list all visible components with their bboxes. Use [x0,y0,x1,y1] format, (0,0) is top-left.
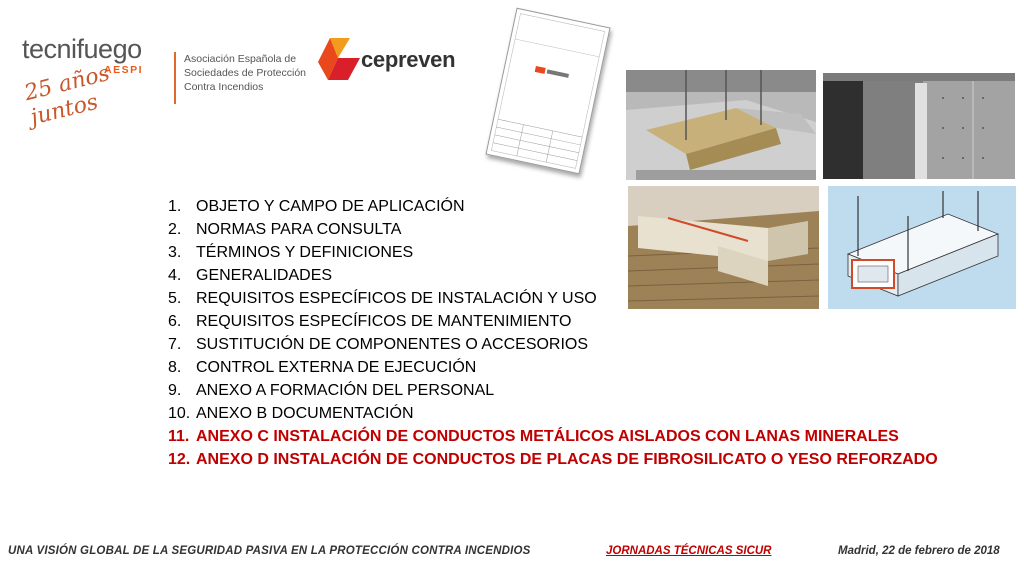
footer-event-name: JORNADAS TÉCNICAS SICUR [606,545,772,557]
index-list [168,195,968,471]
aespi-label: AESPI [104,64,144,76]
list-item-highlighted [168,448,968,471]
item-text: NORMAS PARA CONSULTA [196,221,402,238]
association-name [184,52,324,94]
item-number: 6. [168,313,182,330]
item-number: 12. [168,451,191,468]
item-text: SUSTITUCIÓN DE COMPONENTES O ACCESORIOS [196,336,589,353]
item-number: 5. [168,290,182,307]
cepreven-logo [318,36,468,88]
item-text: ANEXO B DOCUMENTACIÓN [196,405,414,422]
anniversary-tagline: 25 años juntos [22,60,113,131]
item-number: 4. [168,267,182,284]
association-line: Contra Incendios [184,81,264,93]
cepreven-wordmark: cepreven [361,47,456,72]
list-item [168,264,968,287]
list-item [168,195,968,218]
photo-insulated-duct-ceiling [626,70,816,180]
item-number: 10. [168,405,191,422]
list-item-highlighted [168,425,968,448]
item-number: 9. [168,382,182,399]
item-text: GENERALIDADES [196,267,333,284]
document-sheet-thumbnail [485,8,610,175]
list-item [168,356,968,379]
item-text: ANEXO C INSTALACIÓN DE CONDUCTOS METÁLICOS AISLADOS CON LANAS MINERALES [196,428,899,445]
logo-divider [174,52,176,104]
item-text: REQUISITOS ESPECÍFICOS DE INSTALACIÓN Y USO [196,290,597,307]
item-text: ANEXO D INSTALACIÓN DE CONDUCTOS DE PLACAS DE FIBROSILICATO O YESO REFORZADO [196,451,938,468]
list-item [168,333,968,356]
item-number: 2. [168,221,182,238]
list-item [168,379,968,402]
list-item [168,287,968,310]
item-text: ANEXO A FORMACIÓN DEL PERSONAL [196,382,495,399]
list-item [168,310,968,333]
list-item [168,241,968,264]
item-text: REQUISITOS ESPECÍFICOS DE MANTENIMIENTO [196,313,572,330]
association-line: Asociación Española de [184,53,297,65]
photo-duct-panels [823,73,1015,179]
item-number: 1. [168,198,182,215]
item-number: 3. [168,244,182,261]
cepreven-mark-icon [318,36,362,88]
footer-date: Madrid, 22 de febrero de 2018 [838,545,1000,557]
item-number: 7. [168,336,182,353]
item-number: 11. [168,428,190,445]
tecnifuego-logo [22,34,172,131]
footer-event-title: UNA VISIÓN GLOBAL DE LA SEGURIDAD PASIVA EN LA PROTECCIÓN CONTRA INCENDIOS [8,545,531,557]
tecnifuego-wordmark: tecnifuego [22,34,142,64]
item-number: 8. [168,359,182,376]
list-item [168,218,968,241]
association-line: Sociedades de Protección [184,67,306,79]
item-text: CONTROL EXTERNA DE EJECUCIÓN [196,359,477,376]
list-item [168,402,968,425]
item-text: TÉRMINOS Y DEFINICIONES [196,244,414,261]
item-text: OBJETO Y CAMPO DE APLICACIÓN [196,198,465,215]
